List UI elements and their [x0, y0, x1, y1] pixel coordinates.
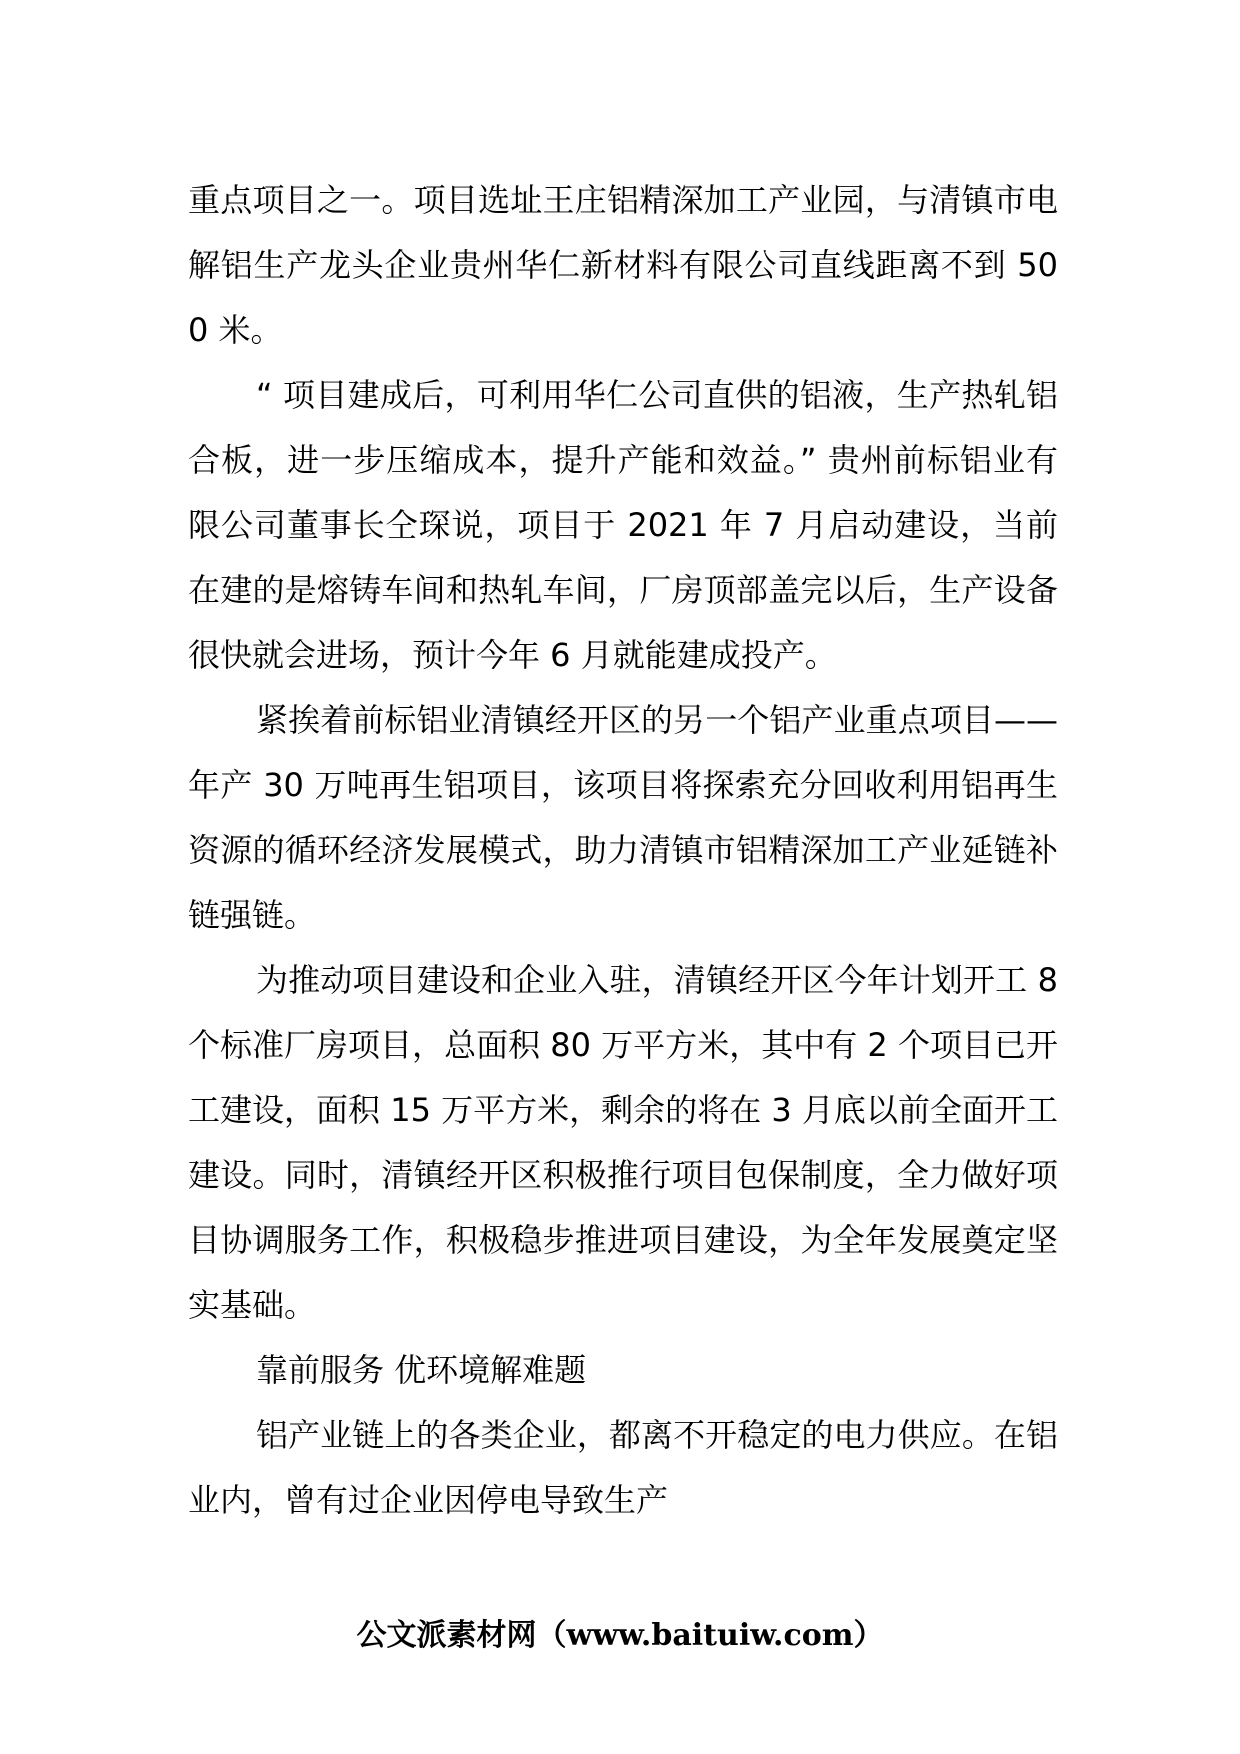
footer-watermark: 公文派素材网（www.baituiw.com） — [356, 1618, 884, 1653]
section-heading: 靠前服务 优环境解难题 — [256, 1351, 587, 1389]
paragraph-3: 紧挨着前标铝业清镇经开区的另一个铝产业重点项目——年产 30 万吨再生铝项目，该项目将探索充分回收利用铝再生资源的循环经济发展模式，助力清镇市铝精深加工产业延链补链强链。 — [188, 701, 1058, 934]
paragraph-2: “ 项目建成后，可利用华仁公司直供的铝液，生产热轧铝合板，进一步压缩成本，提升产能和效益。” 贵州前标铝业有限公司董事长仝琛说，项目于 2021 年 7 月启动建设，当前在建的是熔铸车间和热轧车间，厂房顶部盖完以后，生产设备很快就会进场，预计今年 6 月就能建成投产。 — [188, 376, 1058, 674]
document-body — [188, 168, 1058, 1533]
paragraph-1: 重点项目之一。项目选址王庄铝精深加工产业园，与清镇市电解铝生产龙头企业贵州华仁新材料有限公司直线距离不到 500 米。 — [188, 181, 1058, 349]
closing-paragraph: 铝产业链上的各类企业，都离不开稳定的电力供应。在铝业内，曾有过企业因停电导致生产 — [188, 1416, 1058, 1519]
paragraph-4: 为推动项目建设和企业入驻，清镇经开区今年计划开工 8 个标准厂房项目，总面积 80 万平方米，其中有 2 个项目已开工建设，面积 15 万平方米，剩余的将在 3 月底以前全面开工建设。同时，清镇经开区积极推行项目包保制度，全力做好项目协调服务工作，积极稳步推进项目建设，为全年发展奠定坚实基础。 — [188, 961, 1058, 1324]
